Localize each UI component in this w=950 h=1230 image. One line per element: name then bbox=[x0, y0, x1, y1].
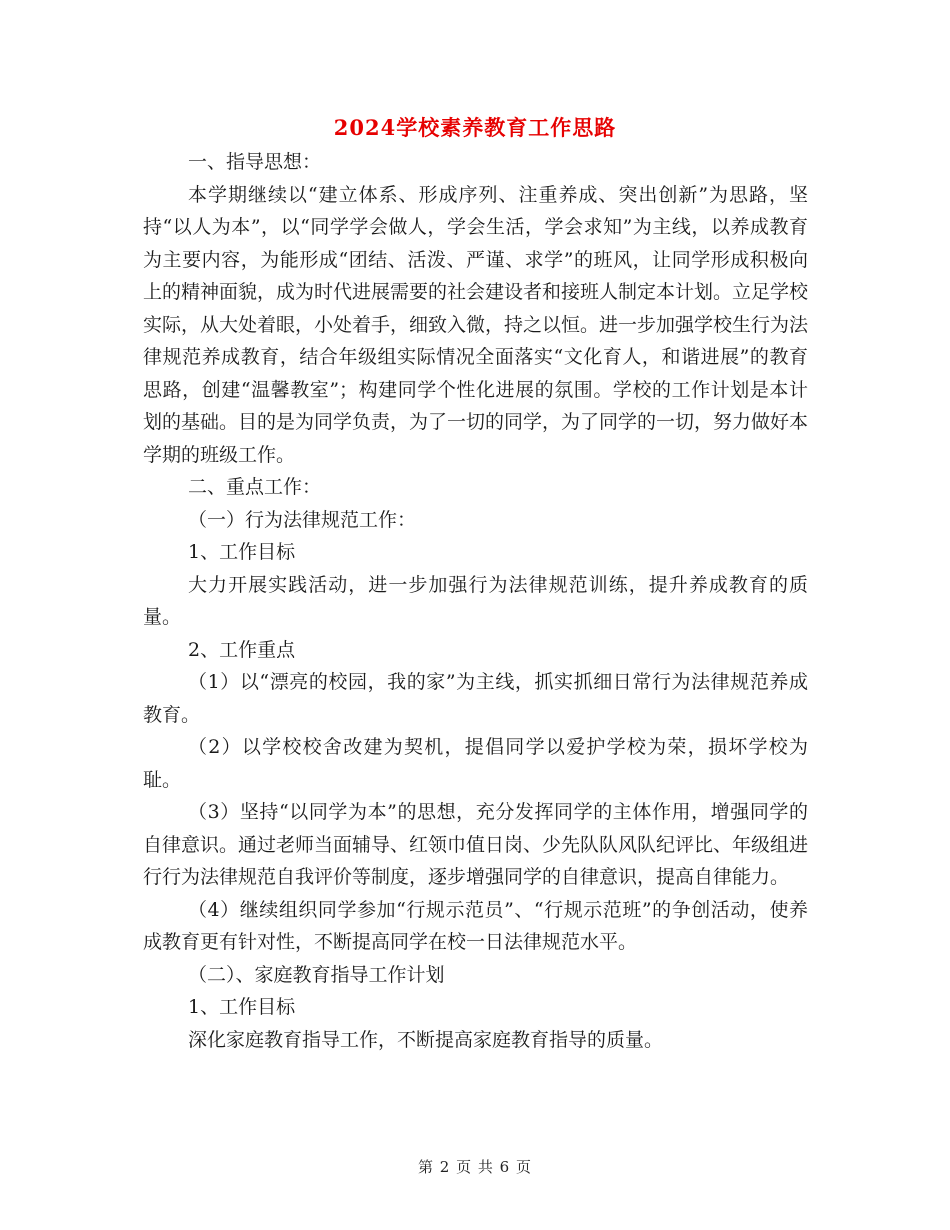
item-heading: 1、工作目标 bbox=[188, 996, 296, 1018]
list-item: （1）以“漂亮的校园，我的家”为主线，抓实抓细日常行为法律规范养成教育。 bbox=[143, 671, 808, 726]
list-item: （2）以学校校舍改建为契机，提倡同学以爱护学校为荣，损坏学校为耻。 bbox=[143, 736, 808, 791]
document-title: 2024学校素养教育工作思路 bbox=[333, 115, 617, 140]
subsection-heading: （二）、家庭教育指导工作计划 bbox=[188, 963, 445, 986]
item-heading: 2、工作重点 bbox=[188, 638, 296, 661]
list-item: （3）坚持“以同学为本”的思想，充分发挥同学的主体作用，增强同学的自律意识。通过老师当面辅导、红领巾值日岗、少先队队风队纪评比、年级组进行行为法律规范自我评价等制度，逐步增强同学的自律意识，提高自律能力。 bbox=[143, 801, 809, 888]
body-paragraph: 大力开展实践活动，进一步加强行为法律规范训练，提升养成教育的质量。 bbox=[143, 573, 808, 628]
body-paragraph: 本学期继续以“建立体系、形成序列、注重养成、突出创新”为思路，坚持“以人为本”，以“同学学会做人，学会生活，学会求知”为主线，以养成教育为主要内容，为能形成“团结、活泼、严谨、求学”的班风，让同学形成积极向上的精神面貌，成为时代进展需要的社会建设者和接班人制定本计划。立足学校实际，从大处着眼，小处着手，细致入微，持之以恒。进一步加强学校生行为法律规范养成教育，结合年级组实际情况全面落实“文化育人，和谐进展”的教育思路，创建“温馨教室”；构建同学个性化进展的氛围。学校的工作计划是本计划的基础。目的是为同学负责，为了一切的同学，为了同学的一切，努力做好本学期的班级工作。 bbox=[143, 183, 809, 466]
item-heading: 1、工作目标 bbox=[188, 541, 296, 563]
subsection-heading: （一）行为法律规范工作： bbox=[188, 508, 417, 531]
list-item: （4）继续组织同学参加“行规示范员”、“行规示范班”的争创活动，使养成教育更有针对性，不断提高同学在校一日法律规范水平。 bbox=[143, 898, 808, 953]
document-body bbox=[143, 146, 808, 1056]
body-paragraph: 深化家庭教育指导工作，不断提高家庭教育指导的质量。 bbox=[188, 1028, 664, 1051]
section-heading: 二、重点工作： bbox=[188, 476, 322, 498]
section-heading: 一、指导思想： bbox=[188, 151, 322, 173]
page-number-footer: 第 2 页 共 6 页 bbox=[418, 1158, 532, 1176]
